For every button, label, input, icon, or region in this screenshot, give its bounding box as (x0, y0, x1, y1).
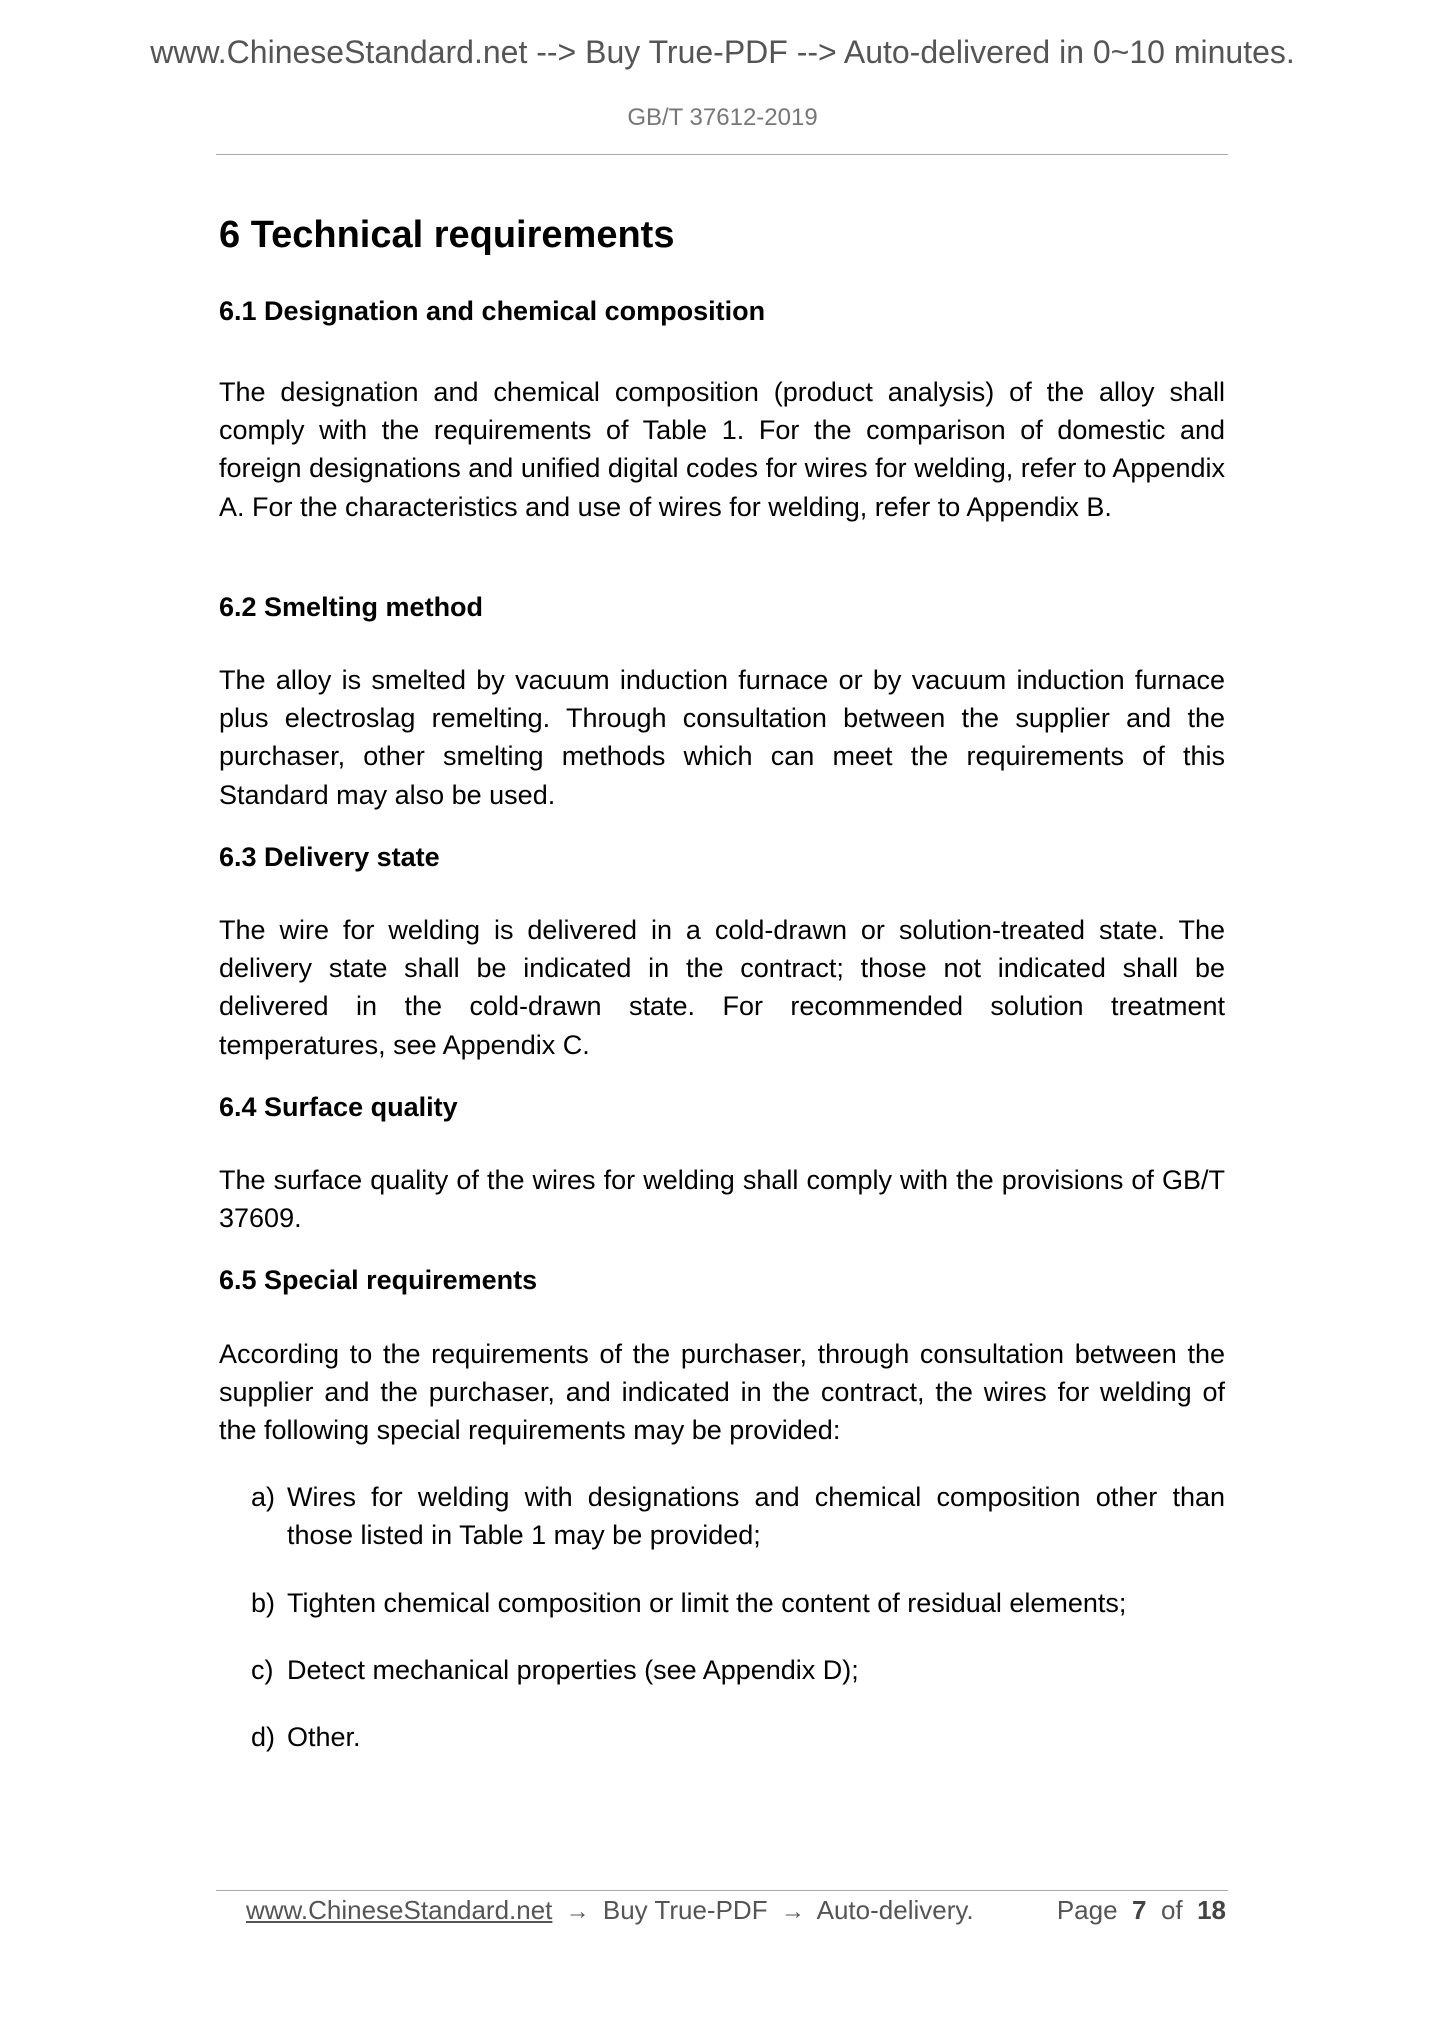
chapter-title: 6 Technical requirements (219, 214, 675, 256)
page-counter (1057, 1895, 1226, 1926)
section-text-6-1: The designation and chemical composition (product analysis) of the alloy shall comply with the requirements of Table 1. For the comparison of domestic and foreign designations and unified digital codes for wires for welding, refer to Appendix A. For the characteristics and use of wires for welding, refer to Appendix B. (219, 377, 1225, 522)
section-text-6-5: According to the requirements of the purchaser, through consultation between the supplier and the purchaser, and indicated in the contract, the wires for welding of the following special requirements may be provided: (219, 1339, 1225, 1446)
of-word: of (1160, 1895, 1183, 1925)
section-title-6-4: 6.4 Surface quality (219, 1092, 458, 1122)
section-text-6-3: The wire for welding is delivered in a cold-drawn or solution-treated state. The delivery state shall be indicated in the contract; those not indicated shall be delivered in the cold-drawn state. For recommended solution treatment temperatures, see Appendix C. (219, 915, 1225, 1060)
list-marker: b) (251, 1588, 276, 1618)
section-text-6-4: The surface quality of the wires for welding shall comply with the provisions of GB/T 37609. (219, 1165, 1225, 1234)
header-divider (216, 154, 1228, 155)
right-arrow-icon: → (565, 1898, 590, 1925)
list-marker: c) (251, 1655, 274, 1685)
footer-buy-text: Buy True-PDF (602, 1895, 768, 1925)
section-title-6-1: 6.1 Designation and chemical composition (219, 296, 766, 326)
list-marker: a) (251, 1482, 276, 1512)
footer-delivery-text: Auto-delivery. (816, 1895, 974, 1925)
section-title-6-3: 6.3 Delivery state (219, 842, 440, 872)
section-text-6-2: The alloy is smelted by vacuum induction furnace or by vacuum induction furnace plus electroslag remelting. Through consultation between the supplier and the purchaser, other smelting methods which can meet the requirements of this Standard may also be used. (219, 665, 1225, 810)
page-word: Page (1056, 1895, 1118, 1925)
page-total: 18 (1197, 1895, 1226, 1925)
site-banner: www.ChineseStandard.net --> Buy True-PDF --> Auto-delivered in 0~10 minutes. (150, 34, 1295, 70)
footer-divider (216, 1890, 1228, 1891)
list-item-text: Detect mechanical properties (see Appendix D); (287, 1655, 859, 1685)
list-item-a (251, 1478, 1225, 1554)
list-item-text: Tighten chemical composition or limit the content of residual elements; (287, 1588, 1127, 1618)
footer-site-link[interactable]: www.ChineseStandard.net (246, 1895, 553, 1925)
page-footer (246, 1895, 1226, 1926)
section-title-6-5: 6.5 Special requirements (219, 1265, 538, 1295)
list-item-c (251, 1651, 1225, 1689)
list-item-b (251, 1584, 1225, 1622)
right-arrow-icon: → (780, 1898, 805, 1925)
list-item-text: Other. (287, 1722, 361, 1752)
list-item-d (251, 1718, 1225, 1756)
page-current: 7 (1132, 1895, 1147, 1925)
section-title-6-2: 6.2 Smelting method (219, 592, 484, 622)
list-item-text: Wires for welding with designations and chemical composition other than those listed in Table 1 may be provided; (287, 1482, 1225, 1551)
list-marker: d) (251, 1722, 276, 1752)
standard-number: GB/T 37612-2019 (627, 104, 818, 131)
